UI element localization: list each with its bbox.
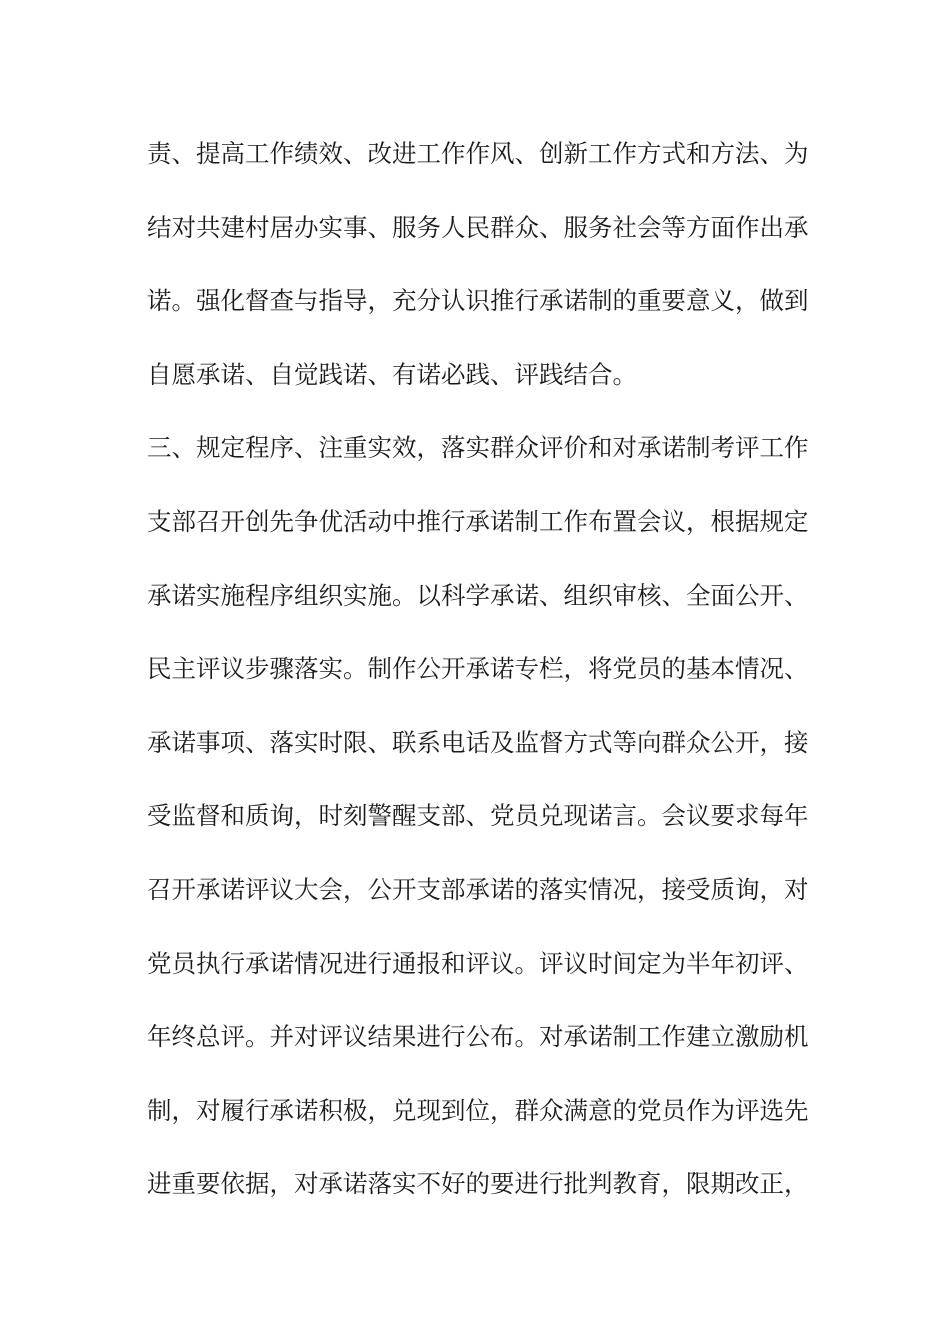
text-line-1: 责、提高工作绩效、改进工作作风、创新工作方式和方法、为 [147,139,809,168]
text-line-15: 进重要依据，对承诺落实不好的要进行批判教育，限期改正， [147,1169,809,1199]
text-line-14: 制，对履行承诺积极，兑现到位，群众满意的党员作为评选先 [147,1095,809,1125]
text-line-2: 结对共建村居办实事、服务人民群众、服务社会等方面作出承 [147,212,809,242]
text-line-13: 年终总评。并对评议结果进行公布。对承诺制工作建立激励机 [147,1022,809,1052]
text-line-9: 承诺事项、落实时限、联系电话及监督方式等向群众公开，接 [147,727,809,757]
text-line-12: 党员执行承诺情况进行通报和评议。评议时间定为半年初评、 [147,948,809,978]
text-line-6: 支部召开创先争优活动中推行承诺制工作布置会议，根据规定 [147,506,809,536]
text-line-11: 召开承诺评议大会，公开支部承诺的落实情况，接受质询，对 [147,874,809,904]
text-line-8: 民主评议步骤落实。制作公开承诺专栏，将党员的基本情况、 [147,654,809,684]
section-heading-3: 三、规定程序、注重实效，落实群众评价和对承诺制考评工作 [147,433,809,463]
text-line-10: 受监督和质询，时刻警醒支部、党员兑现诺言。会议要求每年 [147,801,809,831]
text-line-3: 诺。强化督查与指导，充分认识推行承诺制的重要意义，做到 [147,286,809,316]
text-line-7: 承诺实施程序组织实施。以科学承诺、组织审核、全面公开、 [147,580,809,610]
text-line-4: 自愿承诺、自觉践诺、有诺必践、评践结合。 [147,359,637,389]
body-text [147,130,807,1234]
